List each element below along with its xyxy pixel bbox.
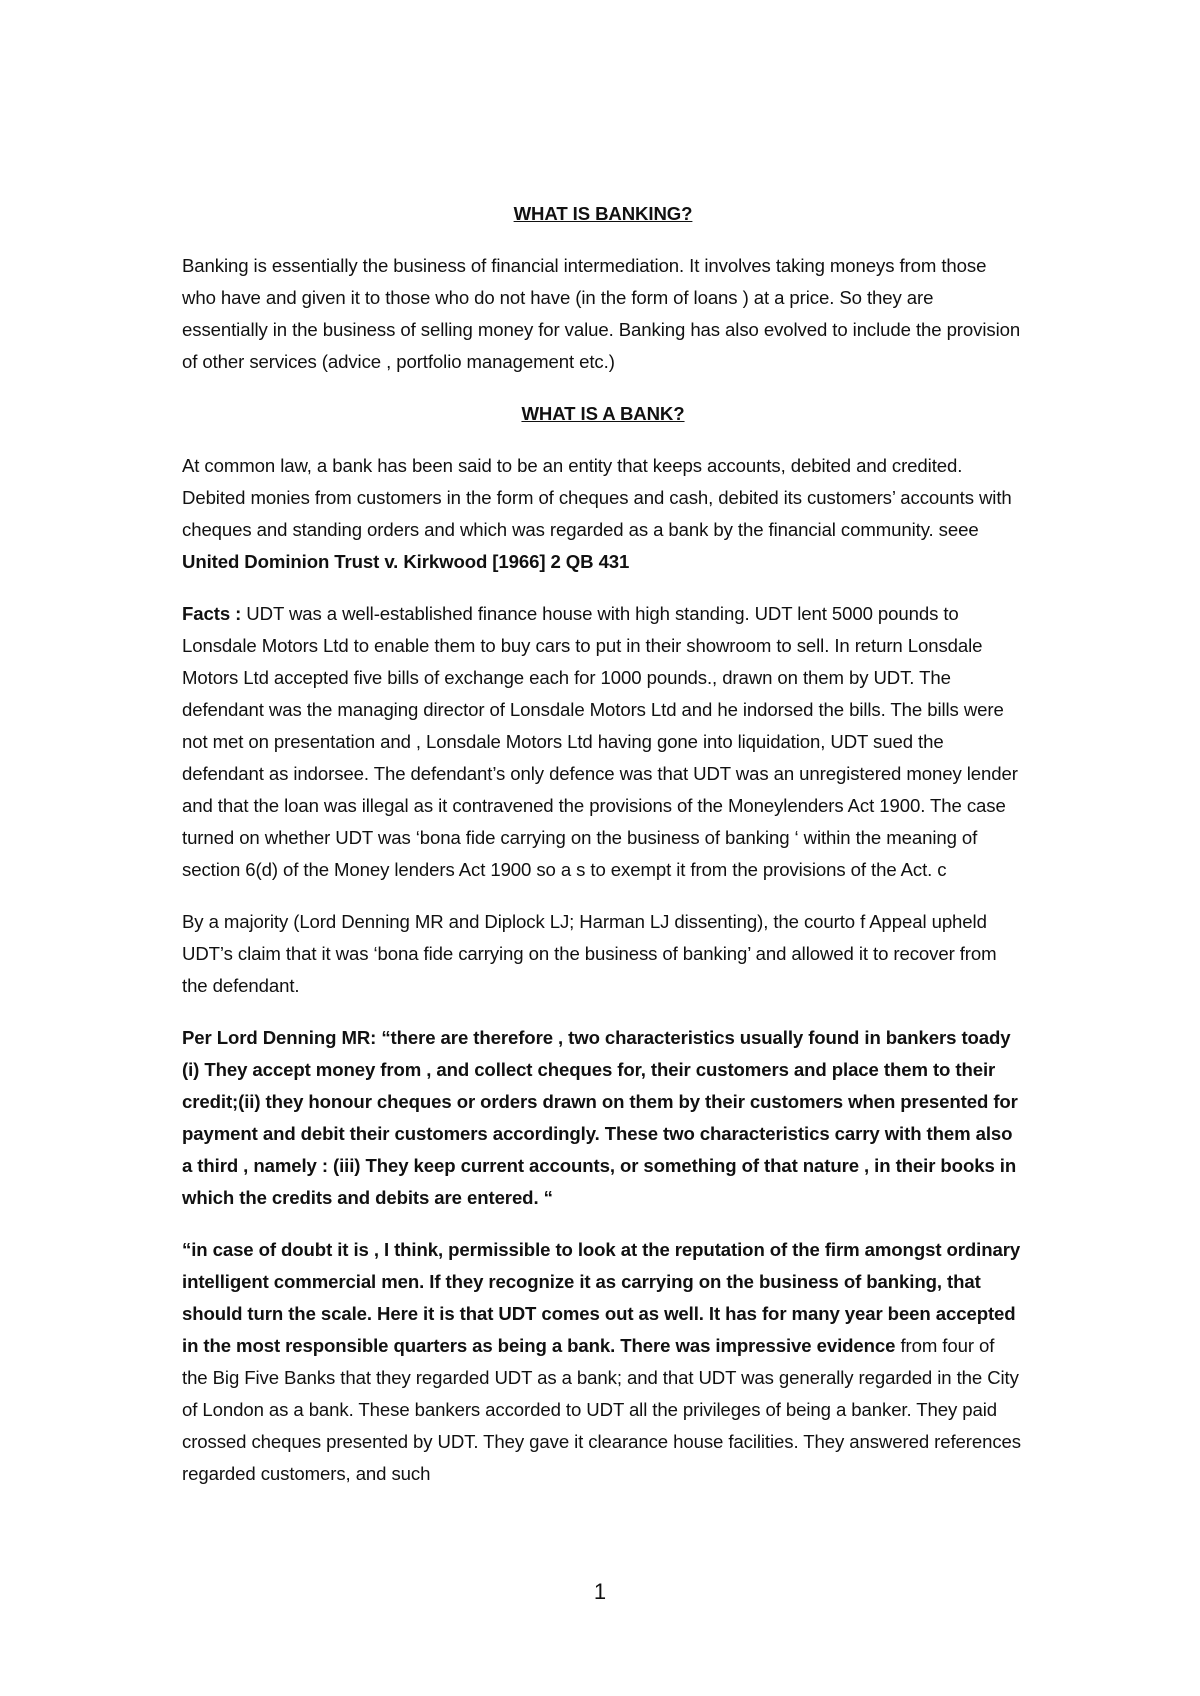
heading-what-is-banking: WHAT IS BANKING?	[513, 203, 693, 224]
paragraph-banking-definition: Banking is essentially the business of financial intermediation. It involves taking moneys from those who have and given it to those who do not have (in the form of loans ) at a price. So they are essentially in the business of selling money for value. Banking has also evolved to include the provision of other services (advice , portfolio management etc.)	[182, 255, 1021, 372]
paragraph-reputation-quote	[182, 1234, 1024, 1490]
document-body	[182, 198, 1024, 1510]
case-citation: United Dominion Trust v. Kirkwood [1966] 2 QB 431	[182, 551, 630, 572]
paragraph-bank-definition	[182, 450, 1024, 578]
per-lord-denning-label: Per Lord Denning MR:	[182, 1027, 377, 1048]
bank-definition-text: At common law, a bank has been said to be an entity that keeps accounts, debited and credited. Debited monies from customers in the form of cheques and cash, debited its customers’ accounts with cheques and standing orders and which was regarded as a bank by the financial community. seee	[182, 455, 1012, 540]
paragraph-lord-denning-quote	[182, 1022, 1024, 1214]
reputation-quote-bold: “in case of doubt it is , I think, permissible to look at the reputation of the firm amongst ordinary intelligent commercial men. If they recognize it as carrying on the business of banking, that should turn the scale. Here it is that UDT comes out as well. It has for many year been accepted in the most responsible quarters as being a bank. There was impressive evidence	[182, 1239, 1021, 1356]
heading-what-is-a-bank: WHAT IS A BANK?	[521, 403, 685, 424]
reputation-quote-normal: from four of the Big Five Banks that they regarded UDT as a bank; and that UDT was generally regarded in the City of London as a bank. These bankers accorded to UDT all the privileges of being a banker. They paid crossed cheques presented by UDT. They gave it clearance house facilities. They answered references regarded customers, and such	[182, 1335, 1021, 1484]
paragraph-majority-decision: By a majority (Lord Denning MR and Diplock LJ; Harman LJ dissenting), the courto f Appeal upheld UDT’s claim that it was ‘bona fide carrying on the business of banking’ and allowed it to recover from the defendant.	[182, 911, 997, 996]
facts-label: Facts :	[182, 603, 242, 624]
lord-denning-quote-text: “there are therefore , two characteristics usually found in bankers toady (i) They accept money from , and collect cheques for, their customers and place them to their credit;(ii) they honour cheques or orders drawn on them by their customers when presented for payment and debit their customers accordingly. These two characteristics carry with them also a third , namely : (iii) They keep current accounts, or something of that nature , in their books in which the credits and debits are entered. “	[182, 1027, 1018, 1208]
paragraph-facts	[182, 598, 1024, 886]
page-number: 1	[593, 1579, 607, 1604]
facts-text: UDT was a well-established finance house with high standing. UDT lent 5000 pounds to Lonsdale Motors Ltd to enable them to buy cars to put in their showroom to sell. In return Lonsdale Motors Ltd accepted five bills of exchange each for 1000 pounds., drawn on them by UDT. The defendant was the managing director of Lonsdale Motors Ltd and he indorsed the bills. The bills were not met on presentation and , Lonsdale Motors Ltd having gone into liquidation, UDT sued the defendant as indorsee. The defendant’s only defence was that UDT was an unregistered money lender and that the loan was illegal as it contravened the provisions of the Moneylenders Act 1900. The case turned on whether UDT was ‘bona fide carrying on the business of banking ‘ within the meaning of section 6(d) of the Money lenders Act 1900 so a s to exempt it from the provisions of the Act. c	[182, 603, 1018, 880]
